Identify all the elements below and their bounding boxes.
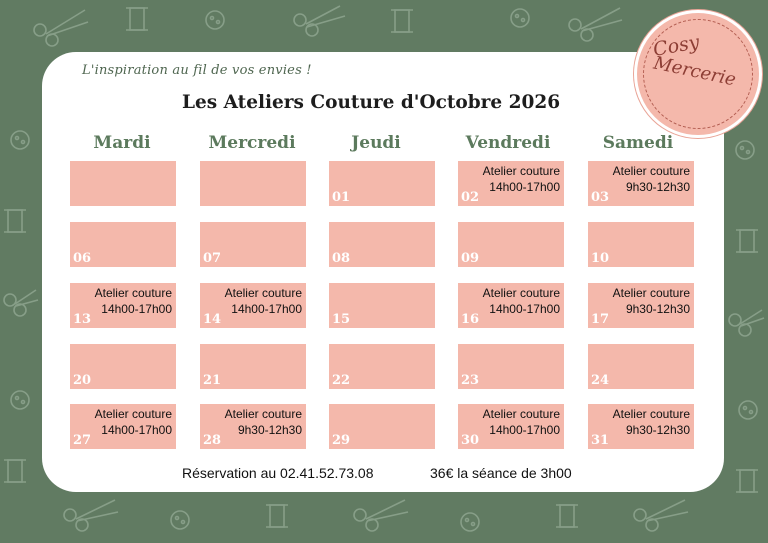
calendar-cell[interactable] [200, 283, 306, 328]
calendar-cell[interactable] [70, 404, 176, 449]
cell-title: Atelier couture [612, 407, 690, 421]
cell-time: 9h30-12h30 [625, 180, 690, 194]
cell-time: 14h00-17h00 [489, 423, 560, 437]
cell-day-number: 22 [332, 373, 351, 388]
day-header-mercredi: Mercredi [208, 133, 296, 153]
reservation-phone: Réservation au 02.41.52.73.08 [182, 465, 374, 481]
calendar-cell[interactable] [70, 161, 176, 206]
button-icon [739, 401, 757, 419]
scissors-icon [4, 290, 38, 316]
page-title: Les Ateliers Couture d'Octobre 2026 [182, 92, 561, 113]
spool-icon [736, 470, 758, 492]
calendar-cell[interactable] [458, 404, 564, 449]
scissors-icon [634, 500, 688, 531]
cell-day-number: 21 [203, 373, 222, 388]
calendar-cell[interactable] [329, 222, 435, 267]
scissors-icon [34, 10, 88, 46]
cell-day-number: 14 [203, 312, 222, 327]
cell-time: 14h00-17h00 [231, 302, 302, 316]
button-icon [206, 11, 224, 29]
spool-icon [126, 8, 148, 30]
cell-day-number: 03 [591, 190, 610, 205]
spool-icon [266, 505, 288, 527]
button-icon [11, 391, 29, 409]
scissors-icon [64, 500, 118, 531]
cell-day-number: 23 [461, 373, 480, 388]
button-icon [511, 9, 529, 27]
scissors-icon [354, 500, 408, 531]
cell-time: 9h30-12h30 [625, 423, 690, 437]
calendar-cell[interactable] [70, 222, 176, 267]
spool-icon [4, 460, 26, 482]
cell-day-number: 10 [591, 251, 610, 266]
cell-day-number: 06 [73, 251, 92, 266]
cell-day-number: 28 [203, 433, 222, 448]
cell-day-number: 17 [591, 312, 610, 327]
calendar-cell[interactable] [588, 344, 694, 389]
button-icon [461, 513, 479, 531]
cell-day-number: 08 [332, 251, 351, 266]
cell-time: 14h00-17h00 [101, 423, 172, 437]
cell-day-number: 24 [591, 373, 610, 388]
spool-icon [4, 210, 26, 232]
cell-day-number: 07 [203, 251, 222, 266]
day-header-vendredi: Vendredi [465, 133, 551, 153]
calendar-cell[interactable] [588, 161, 694, 206]
button-icon [11, 131, 29, 149]
scissors-icon [729, 310, 764, 336]
calendar-cell[interactable] [588, 404, 694, 449]
cell-title: Atelier couture [482, 286, 560, 300]
stamp-word-1: Cosy [651, 31, 702, 61]
cell-time: 14h00-17h00 [489, 302, 560, 316]
cell-title: Atelier couture [482, 407, 560, 421]
calendar-cell[interactable] [329, 283, 435, 328]
session-price: 36€ la séance de 3h00 [430, 465, 572, 481]
day-header-jeudi: Jeudi [351, 133, 401, 153]
cell-time: 9h30-12h30 [625, 302, 690, 316]
calendar-cell[interactable] [200, 404, 306, 449]
calendar-cell[interactable] [329, 344, 435, 389]
cell-day-number: 20 [73, 373, 92, 388]
cell-day-number: 01 [332, 190, 351, 205]
scissors-icon [294, 6, 345, 36]
tagline: L'inspiration au fil de vos envies ! [82, 63, 312, 78]
calendar-cell[interactable] [458, 283, 564, 328]
calendar-cell[interactable] [200, 222, 306, 267]
cell-title: Atelier couture [224, 407, 302, 421]
scissors-icon [569, 8, 622, 41]
cell-day-number: 15 [332, 312, 351, 327]
spool-icon [391, 10, 413, 32]
calendar-cell[interactable] [70, 344, 176, 389]
cell-day-number: 29 [332, 433, 351, 448]
cell-title: Atelier couture [94, 407, 172, 421]
cell-time: 14h00-17h00 [489, 180, 560, 194]
day-header-mardi: Mardi [93, 133, 151, 153]
cell-day-number: 30 [461, 433, 480, 448]
cell-title: Atelier couture [612, 164, 690, 178]
calendar-cell[interactable] [588, 222, 694, 267]
cell-title: Atelier couture [612, 286, 690, 300]
calendar-cell[interactable] [200, 344, 306, 389]
cell-title: Atelier couture [482, 164, 560, 178]
calendar-cell[interactable] [458, 161, 564, 206]
cell-day-number: 27 [73, 433, 92, 448]
cell-day-number: 13 [73, 312, 92, 327]
brand-stamp [634, 10, 762, 138]
cell-day-number: 02 [461, 190, 480, 205]
calendar-cell[interactable] [458, 344, 564, 389]
calendar-cell[interactable] [458, 222, 564, 267]
calendar-cell[interactable] [329, 161, 435, 206]
cell-title: Atelier couture [224, 286, 302, 300]
cell-time: 9h30-12h30 [237, 423, 302, 437]
calendar-cell[interactable] [70, 283, 176, 328]
calendar-cell[interactable] [588, 283, 694, 328]
cell-day-number: 16 [461, 312, 480, 327]
calendar-cell[interactable] [200, 161, 306, 206]
day-header-samedi: Samedi [602, 133, 674, 153]
spool-icon [556, 505, 578, 527]
cell-day-number: 31 [591, 433, 610, 448]
button-icon [736, 141, 754, 159]
calendar-cell[interactable] [329, 404, 435, 449]
stamp-word-2: Mercerie [651, 52, 738, 91]
cell-day-number: 09 [461, 251, 480, 266]
cell-time: 14h00-17h00 [101, 302, 172, 316]
button-icon [171, 511, 189, 529]
spool-icon [736, 230, 758, 252]
cell-title: Atelier couture [94, 286, 172, 300]
